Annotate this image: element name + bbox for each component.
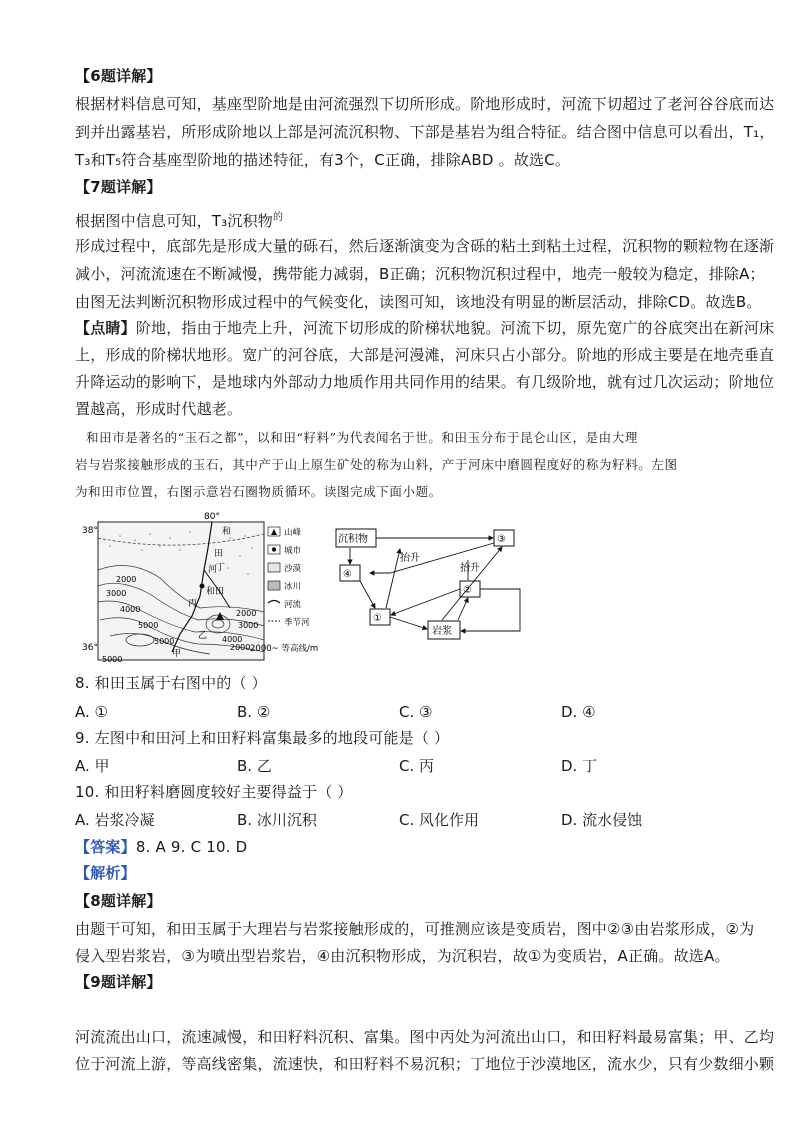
question-9-option-a[interactable]: A. 甲: [75, 757, 110, 775]
legend-label: 冰川: [284, 582, 302, 592]
question-8-option-a[interactable]: A. ①: [75, 703, 108, 721]
contour-label: 5000: [138, 621, 159, 630]
legend-river-icon: [268, 601, 280, 604]
uplift-label: 抬升: [400, 553, 420, 564]
material-line: 为和田市位置，右图示意岩石圈物质循环。读图完成下面小题。: [75, 484, 442, 499]
answer-text: 8. A 9. C 10. D: [135, 838, 248, 856]
material-line: 和田市是著名的“玉石之都”，以和田“籽料”为代表闻名于世。和田玉分布于昆仑山区，是由大理: [86, 430, 638, 445]
cycle-label: ①: [373, 613, 382, 624]
q7-text-line: [75, 208, 725, 231]
answer-line: [75, 837, 725, 857]
question-10-option-d[interactable]: D. 流水侵蚀: [561, 811, 643, 829]
analysis-label: 【解析】: [75, 864, 136, 882]
question-9-option-d[interactable]: D. 丁: [561, 757, 598, 775]
cycle-label: 岩浆: [432, 626, 452, 637]
q7-first-text: 根据图中信息可知，T₃沉积物: [75, 212, 273, 230]
question-10-stem: 10. 和田籽料磨圆度较好主要得益于（ ）: [75, 783, 353, 801]
cycle-label: ④: [343, 569, 352, 580]
q6-text-line: 根据材料信息可知，基座型阶地是由河流强烈下切所形成。阶地形成时，河流下切超过了老河谷谷底而达: [75, 95, 775, 113]
contour-label: 3000: [106, 589, 127, 598]
q8-text-line: 由题干可知，和田玉属于大理岩与岩浆接触形成的，可推测应该是变质岩，图中②③由岩浆形成，②为: [75, 920, 755, 938]
q7-text-line: 形成过程中，底部先是形成大量的砾石，然后逐渐演变为含砾的粘土到粘土过程，沉积物的颗粒物在逐渐: [75, 237, 775, 255]
contour-label: 2000: [116, 575, 137, 584]
q8-text-line: 侵入型岩浆岩，③为喷出型岩浆岩，④由沉积物形成，为沉积岩，故①为变质岩，A正确。故选A。: [75, 947, 730, 965]
city-marker-icon: [200, 584, 205, 589]
place-label-yi: 乙: [198, 631, 208, 641]
latitude-bottom-label: 36°: [82, 643, 98, 653]
place-label: 河: [208, 565, 218, 575]
question-9-stem: 9. 左图中和田河上和田籽料富集最多的地段可能是（ ）: [75, 729, 450, 747]
question-8-option-b[interactable]: B. ②: [237, 703, 271, 721]
dianjing-line: 上，形成的阶梯状地形。宽广的河谷底，大部是河漫滩，河床只占小部分。阶地的形成主要是在地壳垂直: [75, 346, 775, 364]
contour-label: 4000: [120, 605, 141, 614]
question-10-option-b[interactable]: B. 冰川沉积: [237, 811, 317, 829]
q6-text-line: T₃和T₅符合基座型阶地的描述特征，有3个，C正确，排除ABD 。故选C。: [75, 151, 571, 169]
rock-cycle-diagram: [330, 515, 530, 645]
answer-label: 【答案】: [75, 838, 136, 856]
cycle-label: ②: [463, 585, 472, 596]
latitude-top-label: 38°: [82, 526, 98, 536]
legend-label: 2000~ 等高线/m: [250, 644, 319, 654]
question-10-option-c[interactable]: C. 风化作用: [399, 811, 480, 829]
q6-text-line: 到并出露基岩，所形成阶地以上部是河流沉积物、下部是基岩为组合特征。结合图中信息可以看出，T₁，: [75, 123, 775, 141]
q9-text-line: 河流流出山口，流速减慢，和田籽料沉积、富集。图中丙处为河流出山口，和田籽料最易富集；甲、乙均: [75, 1028, 775, 1046]
legend-desert-icon: [268, 563, 280, 572]
legend-city-icon: [272, 547, 276, 551]
place-label-bing: 丙: [188, 599, 198, 609]
dianjing-line: 置越高，形成时代越老。: [75, 400, 243, 418]
legend-label: 沙漠: [284, 564, 302, 574]
contour-label: 4000: [222, 635, 243, 644]
question-8-option-d[interactable]: D. ④: [561, 703, 596, 721]
cycle-label: 沉积物: [338, 534, 368, 545]
legend-label: 河流: [284, 600, 302, 610]
hotan-location-map: [80, 508, 340, 668]
legend-label: 季节河: [284, 618, 310, 628]
q7-superscript: 的: [272, 212, 284, 223]
material-line: 岩与岩浆接触形成的玉石，其中产于山上原生矿处的称为山料，产于河床中磨圆程度好的称为籽料。左图: [75, 457, 678, 472]
longitude-label: 80°: [204, 512, 220, 522]
legend-glacier-icon: [268, 581, 280, 590]
legend-label: 城市: [284, 546, 302, 556]
question-10-option-a[interactable]: A. 岩浆冷凝: [75, 811, 155, 829]
q7-text-line: 由图无法判断沉积物形成过程中的气候变化，读图可知，该地没有明显的断层活动，排除CD。故选B。: [75, 293, 762, 311]
contour-label: 2000: [236, 609, 257, 618]
q7-text-line: 减小，河流流速在不断减慢，携带能力减弱，B正确；沉积物沉积过程中，地壳一般较为稳定，排除A；: [75, 265, 765, 283]
contour-label: 5000: [154, 637, 175, 646]
dianjing-line: [75, 318, 775, 338]
place-label: 和: [222, 527, 232, 537]
q9-detail-header: 【9题详解】: [75, 973, 162, 991]
cycle-label: ③: [497, 534, 506, 545]
q8-detail-header: 【8题详解】: [75, 892, 162, 910]
question-9-option-c[interactable]: C. 丙: [399, 757, 435, 775]
contour-label: 5000: [102, 655, 123, 664]
dianjing-label: 【点睛】: [75, 319, 136, 337]
dianjing-line: 升降运动的影响下，是地球内外部动力地质作用共同作用的结果。有几级阶地，就有过几次运动；阶地位: [75, 373, 775, 391]
city-label-hotan: 和田: [206, 587, 225, 597]
place-label: 田: [214, 549, 224, 559]
dianjing-text: 阶地，指由于地壳上升，河流下切形成的阶梯状地貌。河流下切，原先宽广的谷底突出在新河床: [135, 319, 775, 337]
q7-detail-header: 【7题详解】: [75, 178, 162, 196]
q6-detail-header: 【6题详解】: [75, 67, 162, 85]
contour-label: 2000: [230, 643, 251, 652]
question-8-stem: 8. 和田玉属于右图中的（ ）: [75, 674, 267, 692]
contour-label: 3000: [238, 621, 259, 630]
question-8-option-c[interactable]: C. ③: [399, 703, 433, 721]
q9-text-line: 位于河流上游，等高线密集，流速快，和田籽料不易沉积；丁地位于沙漠地区，流水少，只有少数细小颗: [75, 1055, 775, 1073]
question-9-option-b[interactable]: B. 乙: [237, 757, 272, 775]
place-label-jia: 甲: [172, 649, 182, 659]
uplift-label: 抬升: [460, 563, 480, 574]
place-label-ding: 丁: [216, 563, 226, 573]
legend-label: 山峰: [284, 528, 302, 538]
